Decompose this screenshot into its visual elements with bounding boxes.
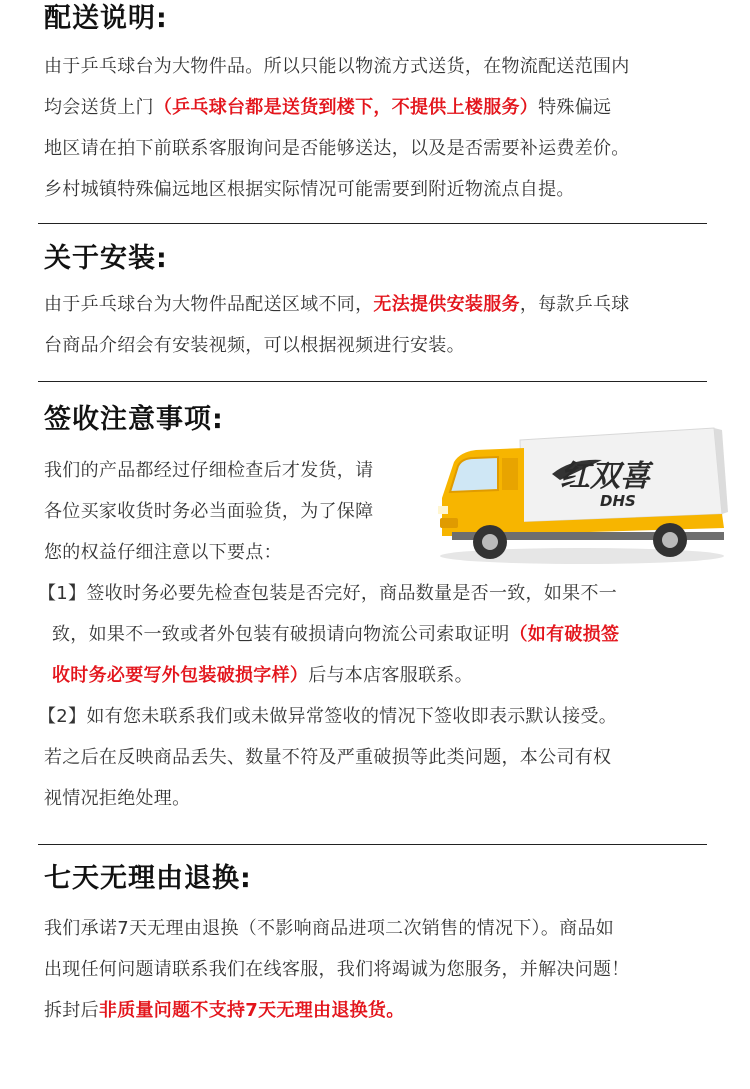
signing-intro-1: 我们的产品都经过仔细检查后才发货，请	[44, 460, 374, 481]
svg-text:红双喜: 红双喜	[560, 459, 650, 494]
signing-red-note-a: （如有破损签	[509, 624, 620, 645]
divider-3	[38, 844, 707, 845]
signing-item-2-line-3: 视情况拒绝处理。	[44, 788, 191, 809]
delivery-heading: 配送说明:	[44, 3, 168, 34]
delivery-truck-image	[432, 418, 728, 568]
delivery-line-4: 乡村城镇特殊偏远地区根据实际情况可能需要到附近物流点自提。	[44, 179, 575, 200]
delivery-red-note: （乒乓球台都是送货到楼下，不提供上楼服务）	[153, 97, 539, 118]
returns-line-1: 我们承诺7天无理由退换（不影响商品进项二次销售的情况下）。商品如	[44, 918, 615, 939]
returns-red-note: 非质量问题不支持7天无理由退换货。	[98, 1000, 405, 1021]
delivery-section	[44, 2, 724, 210]
front-wheel-icon	[473, 525, 507, 559]
signing-item-2-line-1: 【2】如有您未联系我们或未做异常签收的情况下签收即表示默认接受。	[38, 706, 618, 727]
install-line-2: 台商品介绍会有安装视频，可以根据视频进行安装。	[44, 335, 465, 356]
install-heading: 关于安装:	[44, 243, 168, 274]
install-red-note: 无法提供安装服务	[373, 294, 520, 315]
svg-text:DHS: DHS	[600, 492, 636, 510]
returns-section	[44, 862, 724, 1031]
signing-intro-2: 各位买家收货时务必当面验货，为了保障	[44, 501, 374, 522]
signing-intro-3: 您的权益仔细注意以下要点：	[44, 542, 282, 563]
truck-icon	[432, 418, 728, 568]
signing-item-1-line-3: 收时务必要写外包装破损字样）后与本店客服联系。	[52, 665, 473, 686]
rear-wheel-icon	[653, 523, 687, 557]
install-line-1: 由于乒乓球台为大物件品配送区域不同，无法提供安装服务，每款乒乓球	[44, 294, 630, 315]
signing-item-1-line-2: 致，如果不一致或者外包装有破损请向物流公司索取证明（如有破损签	[52, 624, 620, 645]
delivery-line-3: 地区请在拍下前联系客服询问是否能够送达，以及是否需要补运费差价。	[44, 138, 630, 159]
signing-red-note-b: 收时务必要写外包装破损字样）	[52, 665, 309, 686]
signing-item-2-line-2: 若之后在反映商品丢失、数量不符及严重破损等此类问题，本公司有权	[44, 747, 612, 768]
returns-heading: 七天无理由退换:	[44, 863, 252, 894]
delivery-line-1: 由于乒乓球台为大物件品。所以只能以物流方式送货，在物流配送范围内	[44, 56, 630, 77]
returns-line-2: 出现任何问题请联系我们在线客服，我们将竭诚为您服务，并解决问题！	[44, 959, 630, 980]
divider-2	[38, 381, 707, 382]
install-section	[44, 242, 724, 366]
signing-item-1-line-1: 【1】签收时务必要先检查包装是否完好，商品数量是否一致，如果不一	[38, 583, 618, 604]
divider-1	[38, 223, 707, 224]
returns-line-3: 拆封后非质量问题不支持7天无理由退换货。	[44, 1000, 405, 1021]
delivery-line-2: 均会送货上门（乒乓球台都是送货到楼下，不提供上楼服务）特殊偏远	[44, 97, 612, 118]
signing-heading: 签收注意事项:	[44, 404, 224, 435]
